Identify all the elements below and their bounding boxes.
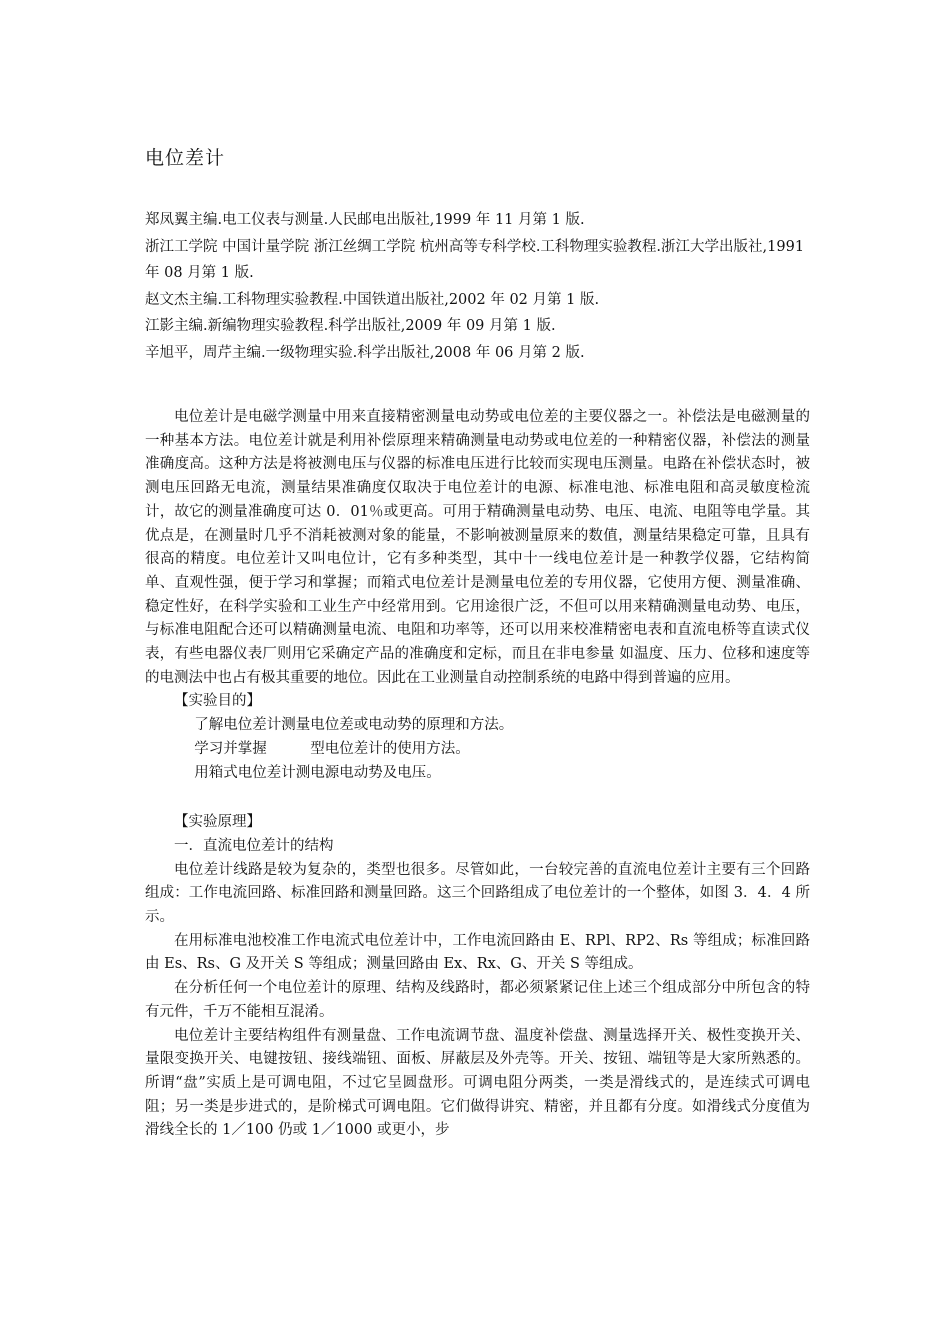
reference-item: 浙江工学院 中国计量学院 浙江丝绸工学院 杭州高等专科学校.工科物理实验教程.浙江大学出版社,1991 年 08 月第 1 版. — [145, 238, 805, 281]
principle-paragraph: 在用标准电池校准工作电流式电位差计中，工作电流回路由 E、RPl、RP2、Rs 等组成；标准回路由 Es、Rs、G 及开关 S 等组成；测量回路由 Ex、Rx、G、开关 S 等组成。 — [145, 932, 810, 973]
intro-paragraph: 电位差计是电磁学测量中用来直接精密测量电动势或电位差的主要仪器之一。补偿法是电磁测量的一种基本方法。电位差计就是利用补偿原理来精确测量电动势或电位差的一种精密仪器，补偿法的测量准确度高。这种方法是将被测电压与仪器的标准电压进行比较而实现电压测量。电路在补偿状态时，被测电压回路无电流，测量结果准确度仅取决于电位差计的电源、标准电池、标准电阻和高灵敏度检流计，故它的测量准确度可达 0．01％或更高。可用于精确测量电动势、电压、电流、电阻等电学量。其优点是，在测量时几乎不消耗被测对象的能量，不影响被测量原来的数值，测量结果稳定可靠，且具有很高的精度。电位差计又叫电位计，它有多种类型，其中十一线电位差计是一种教学仪器，它结构简单、直观性强，便于学习和掌握；而箱式电位差计是测量电位差的专用仪器，它使用方便、测量准确、稳定性好，在科学实验和工业生产中经常用到。它用途很广泛，不但可以用来精确测量电动势、电压，与标准电阻配合还可以精确测量电流、电阻和功率等，还可以用来校准精密电表和直流电桥等直读式仪表，有些电器仪表厂则用它采确定产品的准确度和定标，而且在非电参量 如温度、压力、位移和速度等 的电测法中也占有极其重要的地位。因此在工业测量自动控制系统的电路中得到普遍的应用。 — [145, 409, 810, 686]
section-spacer — [145, 785, 810, 811]
document-title: 电位差计 — [145, 147, 226, 169]
main-content — [145, 406, 810, 1143]
principle-paragraph: 电位差计线路是较为复杂的，类型也很多。尽管如此，一台较完善的直流电位差计主要有三个回路组成：工作电流回路、标准回路和测量回路。这三个回路组成了电位差计的一个整体，如图 3．4．4 所示。 — [145, 861, 810, 926]
objective-item: 学习并掌握 型电位差计的使用方法。 — [194, 740, 470, 757]
principle-heading: 【实验原理】 — [174, 814, 261, 831]
reference-item: 辛旭平，周芹主编.一级物理实验.科学出版社,2008 年 06 月第 2 版. — [145, 344, 585, 361]
objective-item: 了解电位差计测量电位差或电动势的原理和方法。 — [194, 717, 514, 734]
reference-item: 郑凤翼主编.电工仪表与测量.人民邮电出版社,1999 年 11 月第 1 版. — [145, 212, 585, 228]
reference-list — [145, 207, 813, 366]
principle-subheading: 一．直流电位差计的结构 — [174, 837, 334, 854]
objective-item: 用箱式电位差计测电源电动势及电压。 — [194, 764, 441, 781]
principle-paragraph: 电位差计主要结构组件有测量盘、工作电流调节盘、温度补偿盘、测量选择开关、极性变换开关、量限变换开关、电键按钮、接线端钮、面板、屏蔽层及外壳等。开关、按钮、端钮等是大家所熟悉的。所谓“盘”实质上是可调电阻，不过它呈圆盘形。可调电阻分两类，一类是滑线式的，是连续式可调电阻；另一类是步进式的，是阶梯式可调电阻。它们做得讲究、精密，并且都有分度。如滑线式分度值为滑线全长的 1／100 仍或 1／1000 或更小，步 — [145, 1027, 810, 1139]
principle-paragraph: 在分析任何一个电位差计的原理、结构及线路时，都必须紧紧记住上述三个组成部分中所包含的特有元件，千万不能相互混淆。 — [145, 980, 810, 1020]
objective-heading: 【实验目的】 — [174, 693, 261, 710]
reference-item: 江影主编.新编物理实验教程.科学出版社,2009 年 09 月第 1 版. — [145, 318, 556, 334]
reference-item: 赵文杰主编.工科物理实验教程.中国铁道出版社,2002 年 02 月第 1 版. — [145, 291, 600, 308]
